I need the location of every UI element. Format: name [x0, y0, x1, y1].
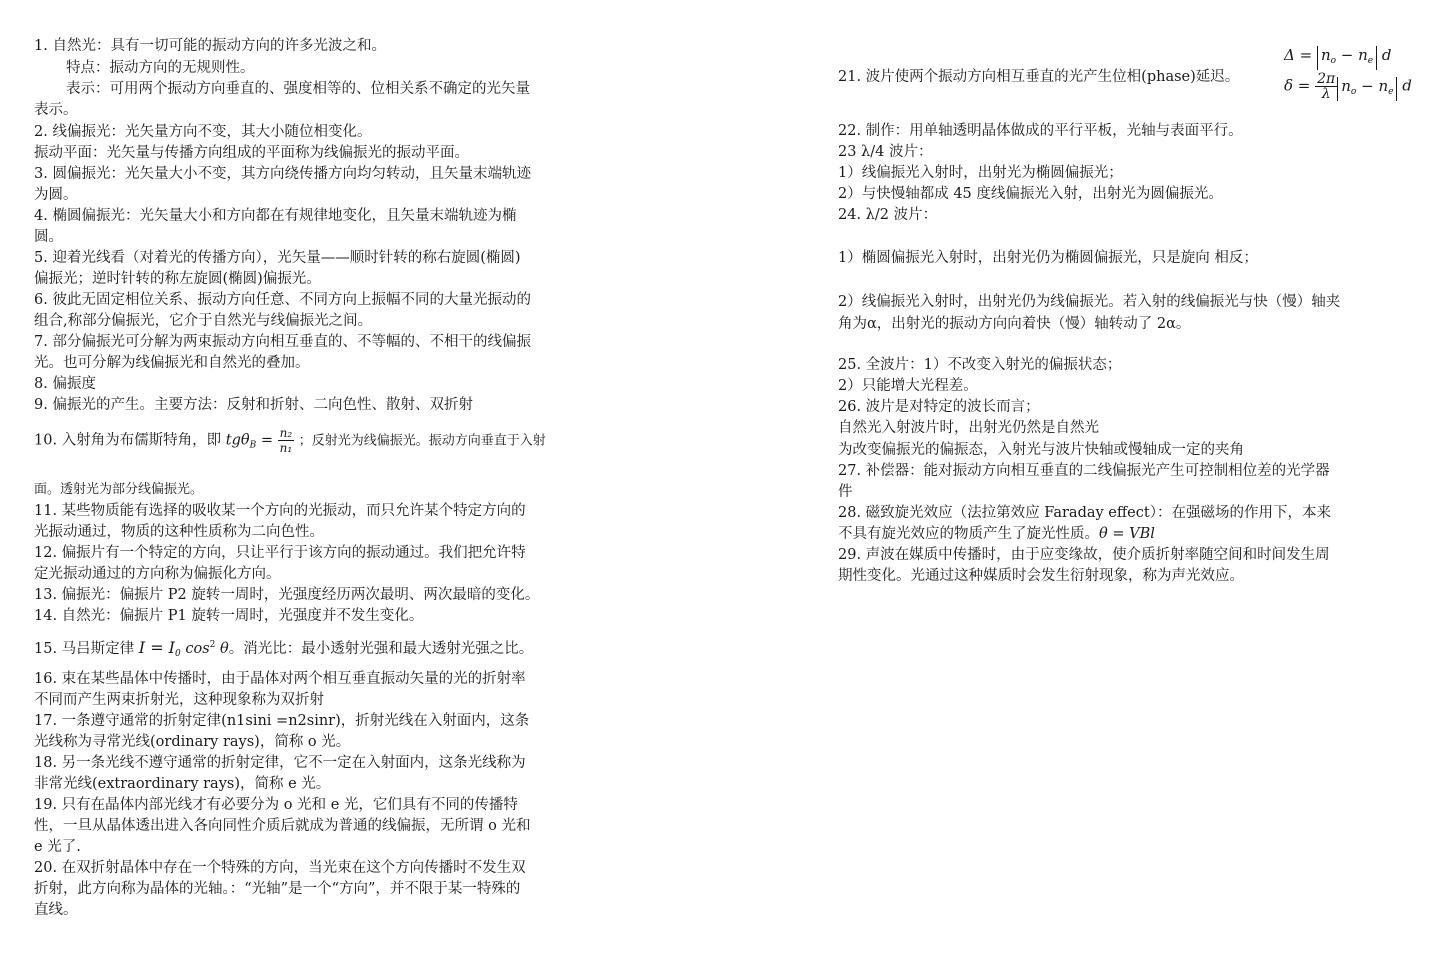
text-line: 角为α，出射光的振动方向向着快（慢）轴转动了 2α。: [838, 316, 1191, 332]
text-line: 19. 只有在晶体内部光线才有必要分为 o 光和 e 光，它们具有不同的传播特: [34, 797, 518, 813]
text-line: 光线称为寻常光线(ordinary rays)，简称 o 光。: [34, 734, 351, 750]
text-line: 特点：振动方向的无规则性。: [66, 60, 255, 76]
formula-part: d: [1377, 46, 1392, 64]
formula-part: − n: [1356, 76, 1389, 95]
formula-abs: [1317, 46, 1377, 70]
text-line: 期性变化。光通过这种媒质时会发生衍射现象，称为声光效应。: [838, 568, 1244, 584]
text-segment: 15. 马吕斯定律: [34, 641, 135, 657]
text-line: 2）线偏振光入射时，出射光仍为线偏振光。若入射的线偏振光与快（慢）轴夹: [838, 294, 1341, 310]
text-line: 表示：可用两个振动方向垂直的、强度相等的、位相关系不确定的光矢量: [66, 81, 530, 97]
text-line: 直线。: [34, 902, 78, 918]
text-line: 折射，此方向称为晶体的光轴。：“光轴”是一个“方向”，并不限于某一特殊的: [34, 881, 521, 897]
fraction-numerator: 2π: [1317, 71, 1336, 87]
text-line: 26. 波片是对特定的波长而言；: [838, 399, 1040, 415]
text-segment: 10. 入射角为布儒斯特角，即: [34, 432, 222, 449]
text-line: 光振动通过，物质的这种性质称为二向色性。: [34, 524, 324, 540]
text-line: 20. 在双折射晶体中存在一个特殊的方向，当光束在这个方向传播时不发生双: [34, 860, 526, 876]
formula-subscript: o: [1330, 56, 1337, 66]
text-line: 6. 彼此无固定相位关系、振动方向任意、不同方向上振幅不同的大量光振动的: [34, 292, 531, 308]
text-line: 23 λ/4 波片：: [838, 144, 933, 160]
formula-part: − n: [1336, 46, 1368, 64]
text-line: 8. 偏振度: [34, 376, 96, 392]
fraction-denominator: n₁: [279, 441, 293, 455]
text-line: 12. 偏振片有一个特定的方向，只让平行于该方向的振动通过。我们把允许特: [34, 545, 526, 561]
text-line: 表示。: [34, 102, 78, 118]
text-line: 21. 波片使两个振动方向相互垂直的光产生位相(phase)延迟。: [838, 69, 1240, 85]
formula-subscript: o: [1350, 86, 1357, 97]
brewster-formula-lhs: tgθ: [225, 432, 250, 449]
text-line: 3. 圆偏振光：光矢量大小不变，其方向绕传播方向均匀转动，且矢量末端轨迹: [34, 166, 531, 182]
formula-part: cos: [180, 641, 210, 657]
text-line: 1）线偏振光入射时，出射光为椭圆偏振光；: [838, 165, 1123, 181]
text-line: 29. 声波在媒质中传播时，由于应变缘故，使介质折射率随空间和时间发生周: [838, 547, 1330, 563]
text-line: 光。也可分解为线偏振光和自然光的叠加。: [34, 355, 310, 371]
text-line: e 光了.: [34, 839, 81, 855]
formula-subscript: e: [1367, 56, 1374, 66]
text-segment: ；反射光为线偏振光。振动方向垂直于入射: [298, 433, 546, 449]
text-line: 16. 束在某些晶体中传播时，由于晶体对两个相互垂直振动矢量的光的折射率: [34, 671, 526, 687]
text-line: 为圆。: [34, 187, 78, 203]
text-line: 振动平面：光矢量与传播方向组成的平面称为线偏振光的振动平面。: [34, 145, 469, 161]
formula-part: n: [1320, 46, 1331, 64]
text-segment: 。消光比：最小透射光强和最大透射光强之比。: [228, 641, 534, 657]
text-line: 组合,称部分偏振光，它介于自然光与线偏振光之间。: [34, 313, 373, 329]
phase-formula: [1284, 72, 1412, 101]
formula-part: d: [1397, 76, 1412, 95]
formula-abs: [1337, 77, 1397, 101]
formula-equals: =: [256, 432, 278, 449]
text-line: 定光振动通过的方向称为偏振化方向。: [34, 566, 281, 582]
text-line: 2. 线偏振光：光矢量方向不变，其大小随位相变化。: [34, 124, 372, 140]
text-line: 24. λ/2 波片：: [838, 207, 938, 223]
phase-fraction: [1315, 72, 1337, 101]
text-line: 9. 偏振光的产生。主要方法：反射和折射、二向色性、散射、双折射: [34, 397, 473, 413]
faraday-line: [838, 525, 1155, 543]
text-line: 4. 椭圆偏振光：光矢量大小和方向都在有规律地变化，且矢量末端轨迹为椭: [34, 208, 517, 224]
text-line: 面。透射光为部分线偏振光。: [34, 482, 204, 497]
text-line: 1. 自然光：具有一切可能的振动方向的许多光波之和。: [34, 38, 386, 54]
text-line: 28. 磁致旋光效应（法拉第效应 Faraday effect）：在强磁场的作用下，本来: [838, 505, 1331, 521]
text-line: 25. 全波片：1）不改变入射光的偏振状态；: [838, 357, 1122, 373]
text-line: 11. 某些物质能有选择的吸收某一个方向的光振动，而只允许某个特定方向的: [34, 503, 526, 519]
text-line: 22. 制作：用单轴透明晶体做成的平行平板，光轴与表面平行。: [838, 123, 1243, 139]
text-line: 圆。: [34, 229, 63, 245]
malus-line: [34, 636, 533, 663]
text-line: 17. 一条遵守通常的折射定律(n1sini =n2sinr)，折射光线在入射面内，这条: [34, 713, 530, 729]
text-line: 件: [838, 484, 853, 500]
faraday-formula: θ = VBl: [1099, 526, 1155, 542]
formula-part: δ =: [1284, 76, 1316, 95]
text-segment: 不具有旋光效应的物质产生了旋光性质。: [838, 526, 1099, 542]
retardation-formula: [1284, 46, 1392, 70]
text-line: 13. 偏振光：偏振片 P2 旋转一周时，光强度经历两次最明、两次最暗的变化。: [34, 587, 540, 603]
brewster-fraction: [278, 426, 295, 455]
text-line: 1）椭圆偏振光入射时，出射光仍为椭圆偏振光，只是旋向 相反；: [838, 250, 1258, 266]
text-line: 为改变偏振光的偏振态，入射光与波片快轴或慢轴成一定的夹角: [838, 442, 1244, 458]
brewster-line: [34, 426, 546, 455]
text-line: 2）只能增大光程差。: [838, 378, 978, 394]
text-line: 非常光线(extraordinary rays)，简称 e 光。: [34, 776, 331, 792]
formula-subscript: e: [1388, 86, 1394, 97]
malus-formula: I = I: [138, 638, 175, 657]
text-line: 偏振光；逆时针转的称左旋圆(椭圆)偏振光。: [34, 271, 321, 287]
text-line: 27. 补偿器：能对振动方向相互垂直的二线偏振光产生可控制相位差的光学器: [838, 463, 1330, 479]
formula-part: θ: [215, 641, 229, 657]
formula-part: Δ =: [1284, 46, 1317, 64]
text-line: 性，一旦从晶体透出进入各向同性介质后就成为普通的线偏振，无所谓 o 光和: [34, 818, 531, 834]
formula-subscript: B: [249, 440, 257, 451]
text-line: 7. 部分偏振光可分解为两束振动方向相互垂直的、不等幅的、不相干的线偏振: [34, 334, 531, 350]
text-line: 18. 另一条光线不遵守通常的折射定律，它不一定在入射面内，这条光线称为: [34, 755, 526, 771]
text-line: 自然光入射波片时，出射光仍然是自然光: [838, 420, 1099, 436]
fraction-numerator: n₂: [279, 426, 293, 440]
text-line: 5. 迎着光线看（对着光的传播方向），光矢量——顺时针转的称右旋圆(椭圆): [34, 250, 521, 266]
formula-part: n: [1341, 76, 1351, 95]
text-line: 不同而产生两束折射光，这种现象称为双折射: [34, 692, 324, 708]
text-line: 14. 自然光：偏振片 P1 旋转一周时，光强度并不发生变化。: [34, 608, 424, 624]
formula-subscript: 0: [175, 649, 181, 659]
fraction-denominator: λ: [1321, 86, 1331, 102]
text-line: 2）与快慢轴都成 45 度线偏振光入射，出射光为圆偏振光。: [838, 186, 1223, 202]
formula-superscript: 2: [209, 640, 216, 650]
